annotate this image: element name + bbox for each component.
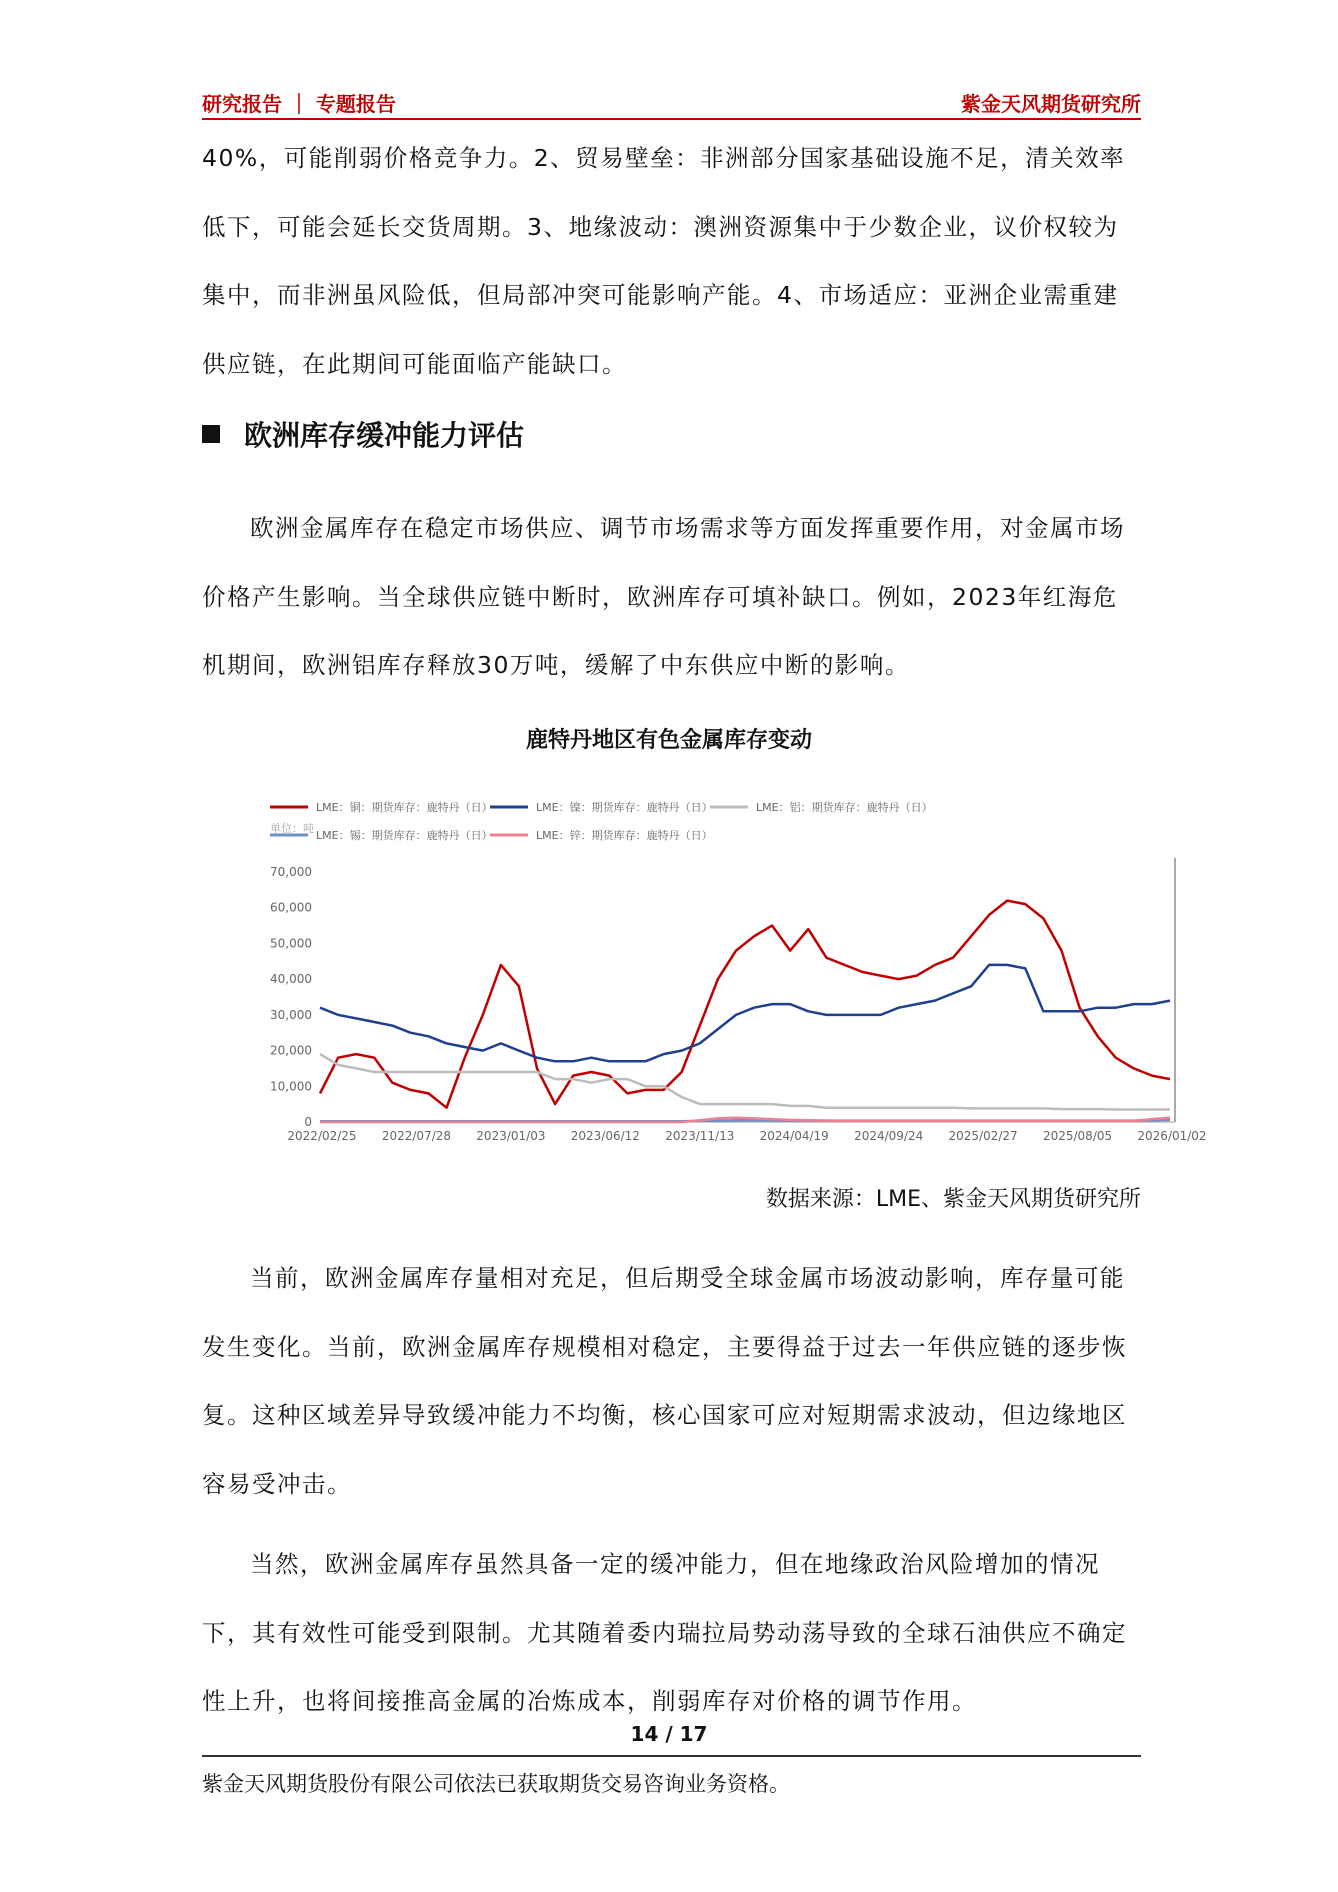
section-heading: [202, 414, 524, 454]
header-institute: 紫金天风期货研究所: [961, 92, 1141, 116]
y-tick-label: 70,000: [270, 865, 312, 879]
series-line-0: [320, 901, 1170, 1108]
data-source: 数据来源：LME、紫金天风期货研究所: [765, 1187, 1141, 1212]
series-line-2: [320, 1054, 1170, 1109]
y-tick-label: 30,000: [270, 1007, 312, 1022]
footer-disclaimer: 紫金天风期货股份有限公司依法已获取期货交易咨询业务资格。: [202, 1772, 790, 1796]
y-tick-label: 10,000: [270, 1079, 312, 1094]
x-tick-label: 2025/08/05: [1042, 1129, 1113, 1143]
page-header: [202, 86, 1141, 120]
page-number: 14 / 17: [630, 1722, 708, 1746]
paragraph-current: 当前，欧洲金属库存量相对充足，但后期受全球金属市场波动影响，库存量可能发生变化。当前，欧洲金属库存规模相对稳定，主要得益于过去一年供应链的逐步恢复。这种区域差异导致缓冲能力不均衡，核心国家可应对短期需求波动，但边缘地区容易受冲击。: [202, 1264, 1127, 1498]
y-tick-label: 60,000: [270, 900, 312, 915]
x-tick-label: 2022/07/28: [381, 1129, 452, 1143]
series-line-1: [320, 965, 1170, 1061]
footer-divider: [202, 1755, 1141, 1757]
x-tick-label: 2024/04/19: [759, 1129, 829, 1143]
header-report-type: 研究报告 ｜ 专题报告: [202, 92, 396, 116]
legend-label: LME：铜：期货库存：鹿特丹（日）: [316, 801, 493, 814]
x-tick-label: 2024/09/24: [854, 1129, 924, 1143]
y-tick-label: 0: [304, 1115, 312, 1129]
x-tick-label: 2023/06/12: [570, 1129, 640, 1143]
paragraph-intro: 欧洲金属库存在稳定市场供应、调节市场需求等方面发挥重要作用，对金属市场价格产生影响。当全球供应链中断时，欧洲库存可填补缺口。例如，2023年红海危机期间，欧洲铝库存释放30万吨，缓解了中东供应中断的影响。: [202, 514, 1125, 679]
y-tick-label: 40,000: [270, 972, 312, 987]
x-tick-label: 2026/01/02: [1137, 1129, 1207, 1143]
y-tick-label: 20,000: [270, 1043, 312, 1058]
unit-label: 单位：吨: [270, 822, 314, 835]
x-tick-label: 2025/02/27: [948, 1129, 1018, 1143]
paragraph-risks: 40%，可能削弱价格竞争力。2、贸易壁垒：非洲部分国家基础设施不足，清关效率低下，可能会延长交货周期。3、地缘波动：澳洲资源集中于少数企业，议价权较为集中，而非洲虽风险低，但局部冲突可能影响产能。4、市场适应：亚洲企业需重建供应链，在此期间可能面临产能缺口。: [202, 144, 1126, 378]
legend-label: LME：铝：期货库存：鹿特丹（日）: [756, 801, 933, 814]
y-tick-label: 50,000: [270, 936, 312, 951]
x-tick-label: 2023/11/13: [665, 1129, 735, 1143]
legend-label: LME：锡：期货库存：鹿特丹（日）: [316, 829, 493, 842]
inventory-line-chart: [270, 792, 1207, 1143]
chart-title: 鹿特丹地区有色金属库存变动: [525, 728, 812, 753]
section-heading-text: 欧洲库存缓冲能力评估: [244, 419, 525, 452]
legend-label: LME：锌：期货库存：鹿特丹（日）: [536, 829, 713, 842]
square-bullet-icon: [202, 425, 220, 443]
paragraph-risk-limits: 当然，欧洲金属库存虽然具备一定的缓冲能力，但在地缘政治风险增加的情况下，其有效性可能受到限制。尤其随着委内瑞拉局势动荡导致的全球石油供应不确定性上升，也将间接推高金属的冶炼成本，削弱库存对价格的调节作用。: [202, 1550, 1127, 1715]
x-tick-label: 2022/02/25: [287, 1129, 357, 1143]
x-tick-label: 2023/01/03: [476, 1129, 546, 1143]
legend-label: LME：镍：期货库存：鹿特丹（日）: [536, 801, 713, 814]
